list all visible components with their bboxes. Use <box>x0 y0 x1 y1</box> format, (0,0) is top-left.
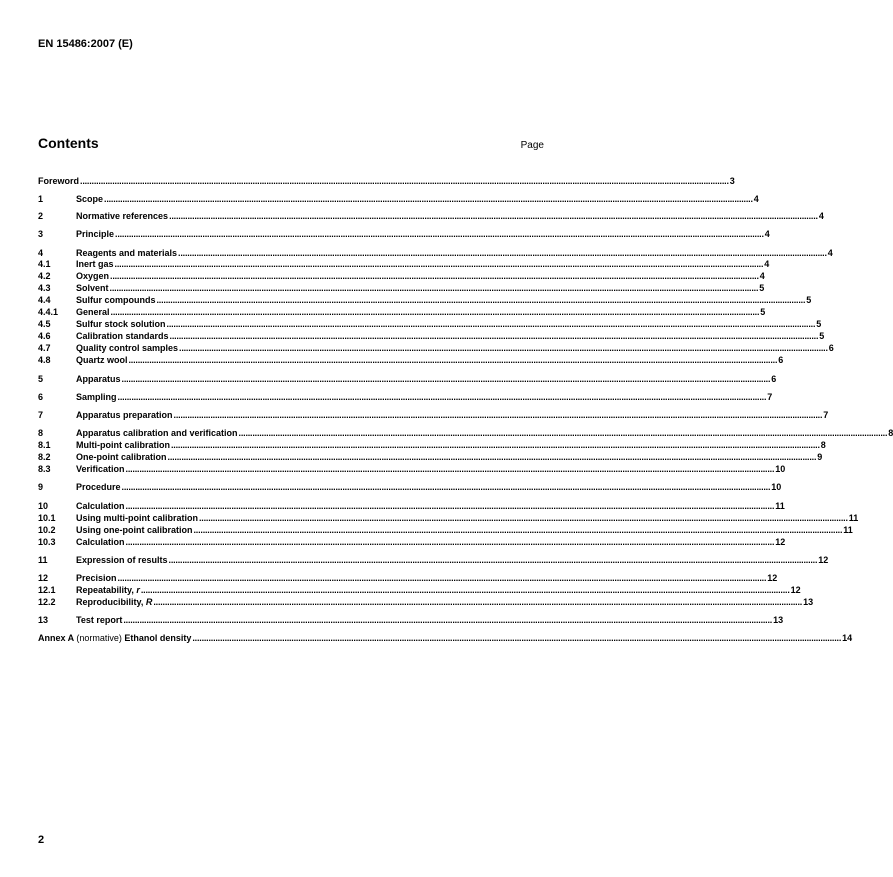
toc-entry[interactable] <box>38 537 786 548</box>
toc-entry-number: 8.1 <box>38 440 51 450</box>
toc-entry-page: 9 <box>817 452 823 462</box>
toc-entry-title: Foreword <box>38 176 80 186</box>
toc-dot-leader <box>123 615 772 626</box>
toc-entry-number: 3 <box>38 229 44 239</box>
toc-entry[interactable] <box>38 319 822 330</box>
toc-entry-number: 4.5 <box>38 319 51 329</box>
toc-entry-number: 12.2 <box>38 597 56 607</box>
toc-dot-leader <box>115 229 764 240</box>
toc-entry-page: 12 <box>767 573 778 583</box>
toc-entry[interactable] <box>38 555 829 566</box>
toc-entry-page: 5 <box>760 307 766 317</box>
toc-entry-page: 5 <box>816 319 822 329</box>
toc-entry-number: 4.8 <box>38 355 51 365</box>
toc-entry[interactable] <box>38 615 784 626</box>
toc-entry-page: 6 <box>828 343 834 353</box>
toc-dot-leader <box>178 248 827 259</box>
toc-dot-leader <box>169 555 818 566</box>
toc-entry-page: 12 <box>775 537 786 547</box>
toc-entry-page: 11 <box>848 513 859 523</box>
toc-entry-title: Procedure <box>76 482 121 492</box>
toc-entry-number: 12.1 <box>38 585 56 595</box>
toc-entry-page: 8 <box>888 428 893 438</box>
toc-entry[interactable] <box>38 464 786 475</box>
toc-entry-title: Repeatability, r <box>76 585 140 595</box>
toc-dot-leader <box>118 573 767 584</box>
toc-entry[interactable] <box>38 271 765 282</box>
toc-entry-number: 2 <box>38 211 44 221</box>
toc-entry-page: 4 <box>753 194 759 204</box>
toc-entry-title: Calculation <box>76 501 125 511</box>
toc-entry-title: Sulfur stock solution <box>76 319 166 329</box>
toc-entry-number: 4.2 <box>38 271 51 281</box>
toc-dot-leader <box>174 410 823 421</box>
toc-entry-number: 10.2 <box>38 525 56 535</box>
toc-entry-page: 12 <box>818 555 829 565</box>
toc-dot-leader <box>141 585 790 596</box>
toc-entry-number: 10.1 <box>38 513 56 523</box>
toc-dot-leader <box>194 525 843 536</box>
toc-entry[interactable] <box>38 428 893 439</box>
toc-entry-title: Expression of results <box>76 555 168 565</box>
toc-dot-leader <box>171 440 820 451</box>
toc-dot-leader <box>168 452 817 463</box>
toc-entry-page: 4 <box>759 271 765 281</box>
toc-entry-page: 6 <box>778 355 784 365</box>
toc-entry[interactable] <box>38 633 853 644</box>
toc-entry[interactable] <box>38 229 770 240</box>
toc-entry-title: One-point calibration <box>76 452 167 462</box>
toc-entry-page: 10 <box>771 482 782 492</box>
toc-entry-title: Reproducibility, R <box>76 597 153 607</box>
toc-entry-title: Using multi-point calibration <box>76 513 198 523</box>
toc-dot-leader <box>122 482 771 493</box>
toc-entry[interactable] <box>38 585 801 596</box>
toc-entry-page: 6 <box>771 374 777 384</box>
toc-dot-leader <box>179 343 828 354</box>
toc-dot-leader <box>104 194 753 205</box>
toc-entry-page: 12 <box>790 585 801 595</box>
toc-entry-number: 6 <box>38 392 44 402</box>
toc-entry-page: 10 <box>775 464 786 474</box>
toc-entry-title: Quartz wool <box>76 355 128 365</box>
toc-entry-title: Sulfur compounds <box>76 295 156 305</box>
toc-entry-page: 4 <box>764 229 770 239</box>
toc-entry-title: Calculation <box>76 537 125 547</box>
toc-dot-leader <box>115 259 764 270</box>
toc-entry[interactable] <box>38 482 782 493</box>
toc-dot-leader <box>126 537 775 548</box>
toc-dot-leader <box>129 355 778 366</box>
toc-dot-leader <box>80 176 729 187</box>
toc-entry-title: General <box>76 307 110 317</box>
toc-entry-number: 8.3 <box>38 464 51 474</box>
toc-entry-title: Calibration standards <box>76 331 169 341</box>
toc-entry[interactable] <box>38 194 759 205</box>
toc-dot-leader <box>110 271 759 282</box>
toc-dot-leader <box>126 464 775 475</box>
toc-entry-page: 3 <box>729 176 735 186</box>
document-header: EN 15486:2007 (E) <box>38 38 133 50</box>
toc-entry[interactable] <box>38 392 773 403</box>
toc-dot-leader <box>239 428 888 439</box>
toc-entry-page: 7 <box>767 392 773 402</box>
toc-entry[interactable] <box>38 355 784 366</box>
toc-entry-page: 8 <box>820 440 826 450</box>
contents-title: Contents <box>38 135 99 151</box>
toc-entry-number: 10 <box>38 501 49 511</box>
toc-entry[interactable] <box>38 440 826 451</box>
toc-entry-number: 11 <box>38 555 48 565</box>
toc-entry-title: Reagents and materials <box>76 248 178 258</box>
toc-dot-leader <box>192 633 841 644</box>
toc-entry-page: 14 <box>842 633 853 643</box>
toc-entry[interactable] <box>38 513 859 524</box>
toc-entry-number: 8 <box>38 428 44 438</box>
toc-entry[interactable] <box>38 259 770 270</box>
page-column-label: Page <box>520 140 544 151</box>
toc-entry-number: 5 <box>38 374 44 384</box>
toc-entry-number: 9 <box>38 482 44 492</box>
toc-entry-page: 7 <box>823 410 829 420</box>
toc-entry-title: Precision <box>76 573 117 583</box>
toc-entry[interactable] <box>38 211 824 222</box>
toc-entry-title: Apparatus <box>76 374 121 384</box>
toc-entry-title: Oxygen <box>76 271 110 281</box>
toc-entry-number: 10.3 <box>38 537 56 547</box>
toc-dot-leader <box>170 331 819 342</box>
toc-entry[interactable] <box>38 283 765 294</box>
toc-entry-title: Test report <box>76 615 123 625</box>
toc-entry-number: 1 <box>38 194 44 204</box>
toc-entry-title: Apparatus calibration and verification <box>76 428 238 438</box>
toc-entry-page: 5 <box>759 283 765 293</box>
toc-entry-page: 4 <box>827 248 833 258</box>
toc-entry-page: 5 <box>819 331 825 341</box>
toc-entry-page: 13 <box>773 615 784 625</box>
toc-entry[interactable] <box>38 501 785 512</box>
toc-dot-leader <box>118 392 767 403</box>
toc-dot-leader <box>126 501 775 512</box>
toc-entry-number: 4.4 <box>38 295 51 305</box>
toc-entry-number: 4 <box>38 248 44 258</box>
page-number: 2 <box>38 834 45 846</box>
toc-entry-title: Using one-point calibration <box>76 525 193 535</box>
toc-entry-number: 4.6 <box>38 331 51 341</box>
toc-dot-leader <box>110 283 759 294</box>
toc-entry[interactable] <box>38 374 777 385</box>
toc-dot-leader <box>169 211 818 222</box>
toc-entry-title: Apparatus preparation <box>76 410 173 420</box>
toc-dot-leader <box>199 513 848 524</box>
toc-entry[interactable] <box>38 525 853 536</box>
toc-dot-leader <box>122 374 771 385</box>
toc-entry[interactable] <box>38 295 812 306</box>
toc-entry-title: Scope <box>76 194 104 204</box>
toc-entry[interactable] <box>38 248 833 259</box>
toc-entry-number: 7 <box>38 410 44 420</box>
toc-entry-title: Solvent <box>76 283 109 293</box>
toc-entry-number: 12 <box>38 573 49 583</box>
toc-entry-title: Quality control samples <box>76 343 179 353</box>
toc-entry-page: 11 <box>843 525 853 535</box>
toc-entry[interactable] <box>38 343 834 354</box>
toc-entry-title: Principle <box>76 229 115 239</box>
toc-dot-leader <box>111 307 760 318</box>
toc-entry[interactable] <box>38 410 829 421</box>
toc-dot-leader <box>153 597 802 608</box>
table-of-contents <box>38 0 893 877</box>
toc-entry-page: 4 <box>764 259 770 269</box>
toc-entry[interactable] <box>38 452 823 463</box>
toc-entry[interactable] <box>38 307 766 318</box>
toc-entry-number: 4.7 <box>38 343 51 353</box>
toc-entry-number: 4.4.1 <box>38 307 59 317</box>
toc-entry[interactable] <box>38 597 814 608</box>
toc-entry-number: 4.1 <box>38 259 51 269</box>
toc-entry-title: Inert gas <box>76 259 114 269</box>
toc-entry[interactable] <box>38 176 735 187</box>
toc-entry-title: Verification <box>76 464 125 474</box>
toc-entry[interactable] <box>38 573 778 584</box>
toc-entry-page: 13 <box>803 597 814 607</box>
toc-dot-leader <box>157 295 806 306</box>
toc-entry[interactable] <box>38 331 825 342</box>
toc-entry-page: 11 <box>775 501 785 511</box>
toc-entry-title: Normative references <box>76 211 169 221</box>
toc-entry-page: 5 <box>806 295 812 305</box>
toc-entry-title: Multi-point calibration <box>76 440 170 450</box>
toc-entry-number: 8.2 <box>38 452 51 462</box>
toc-entry-number: 4.3 <box>38 283 51 293</box>
toc-dot-leader <box>167 319 816 330</box>
toc-entry-title: Sampling <box>76 392 117 402</box>
toc-entry-number: 13 <box>38 615 49 625</box>
toc-entry-title: Annex A (normative) Ethanol density <box>38 633 192 643</box>
toc-entry-page: 4 <box>818 211 824 221</box>
